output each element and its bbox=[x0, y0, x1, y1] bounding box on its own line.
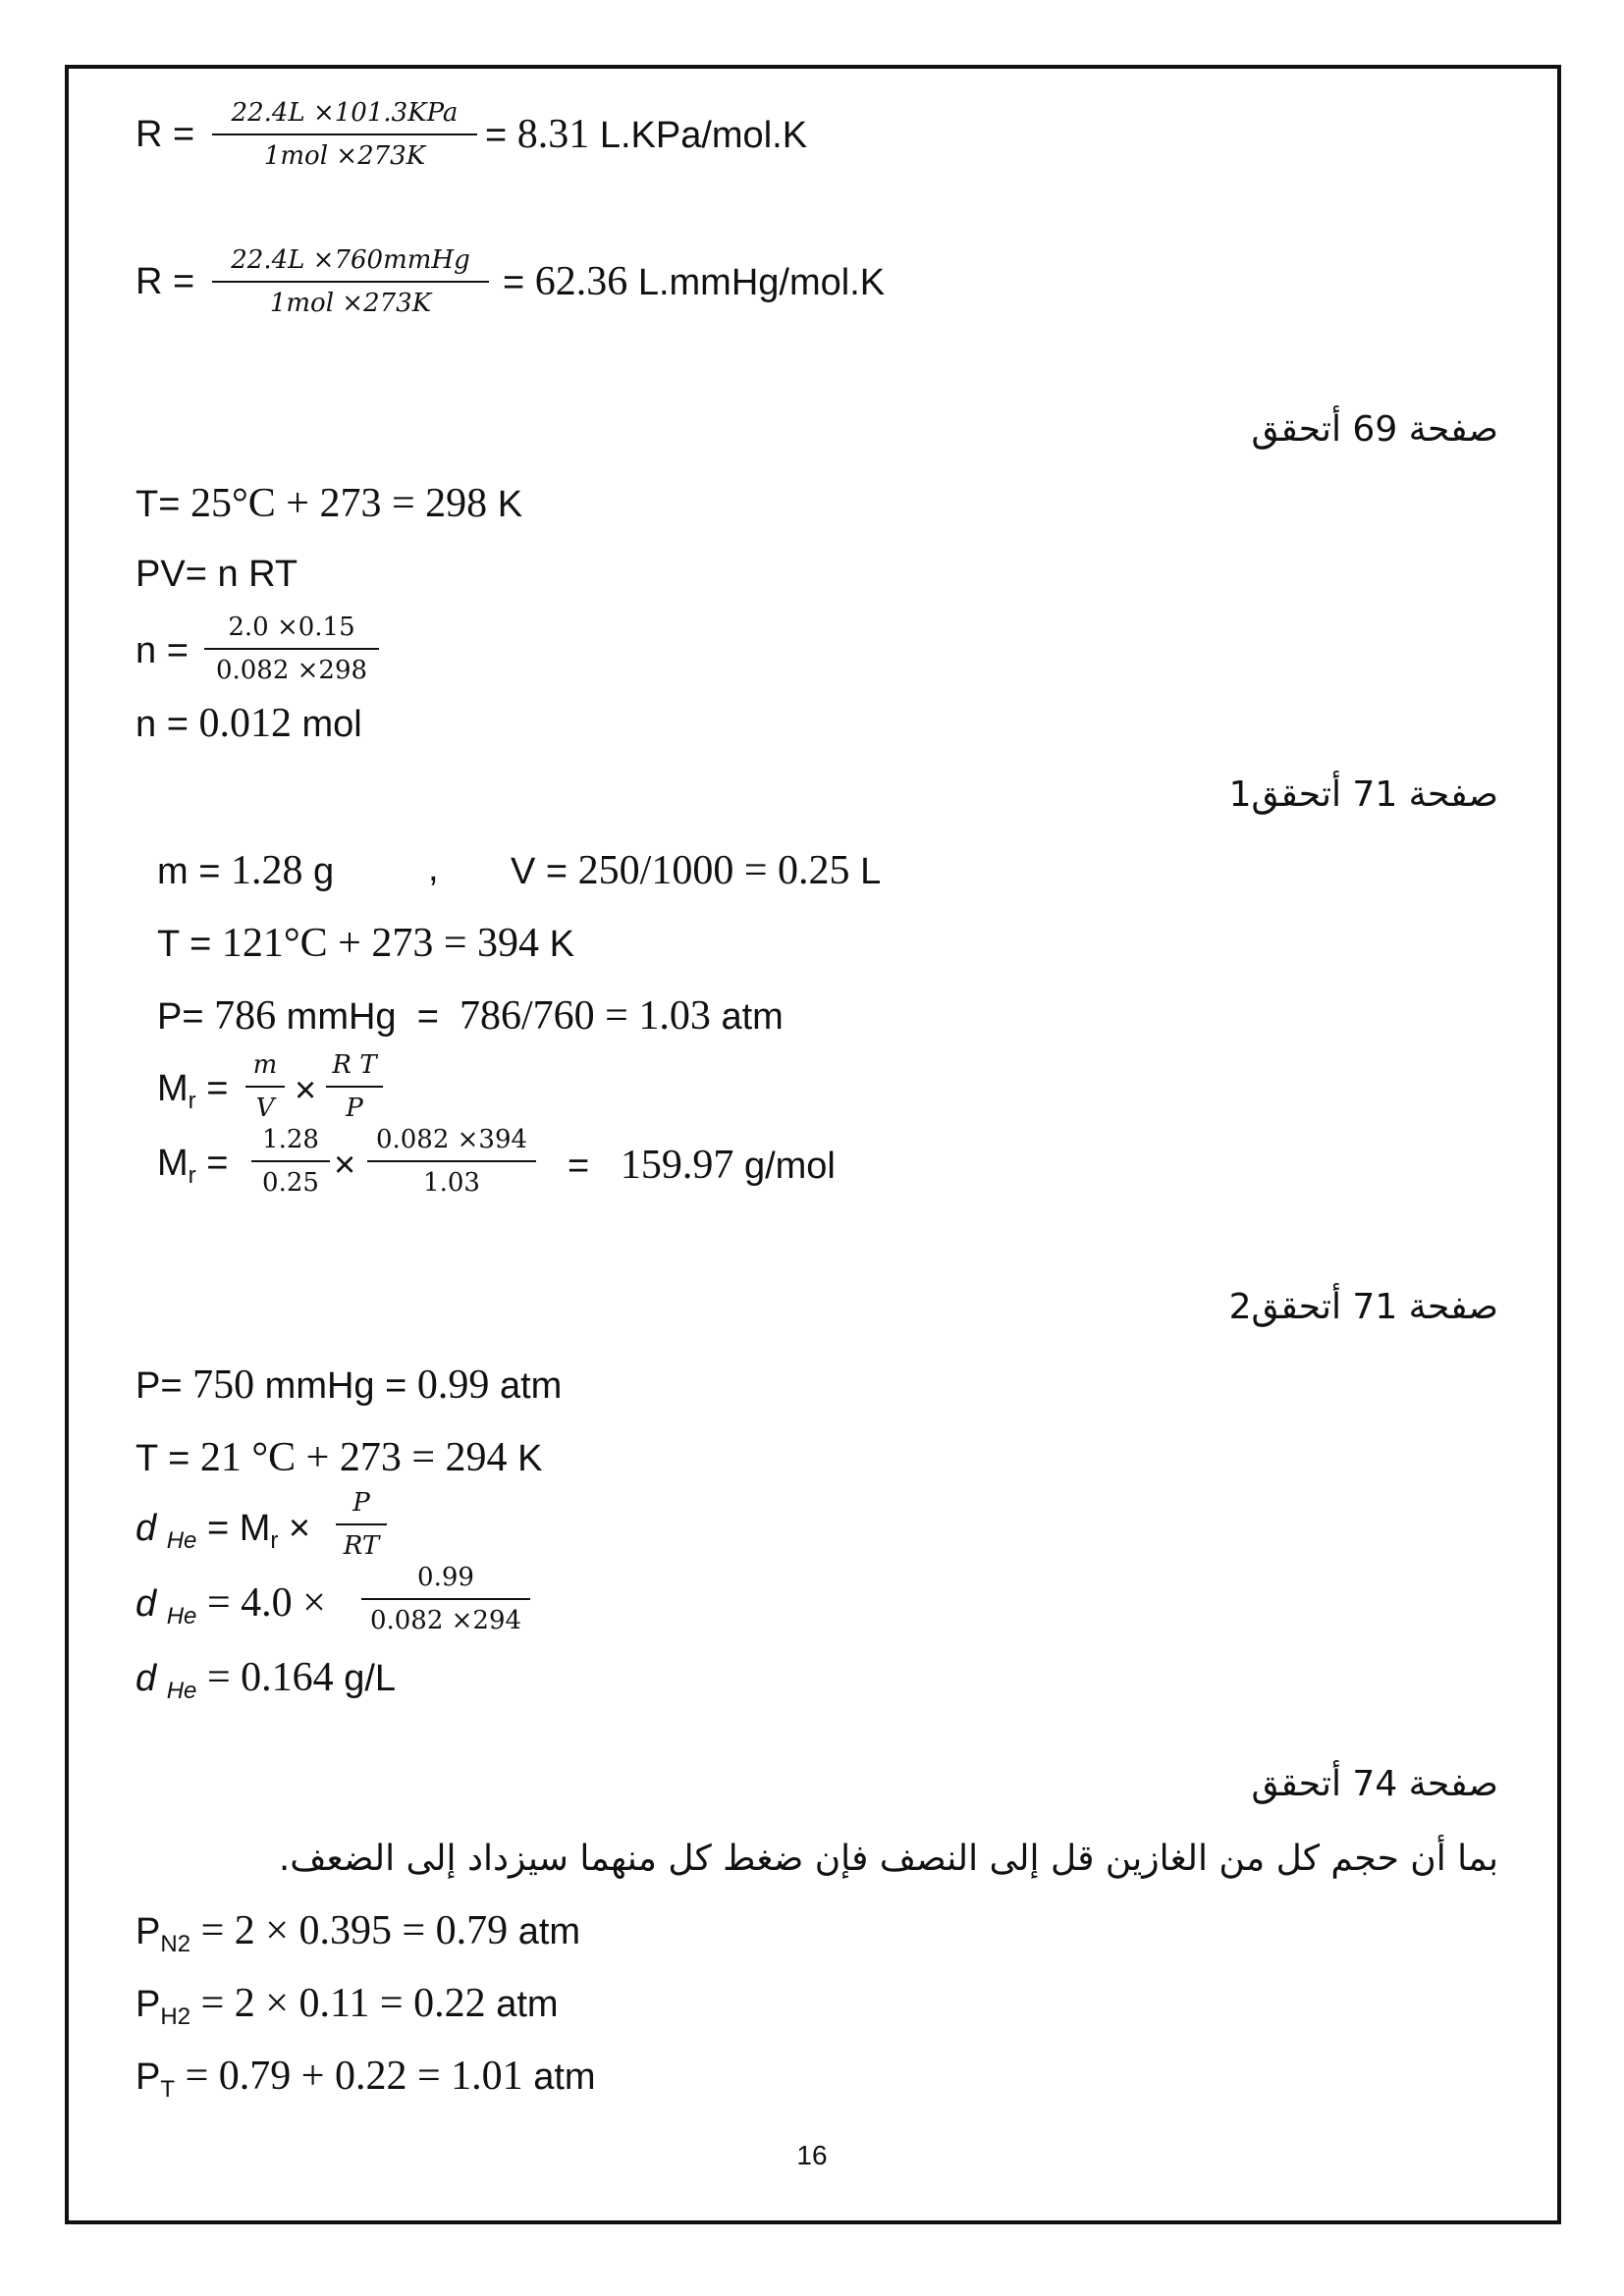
r-kpa-value: 8.31 bbox=[516, 112, 590, 157]
s71a-mr-calc-result bbox=[568, 1145, 836, 1186]
s71b-p-v1: 750 bbox=[192, 1362, 255, 1408]
section-heading-71-1: صفحة 71 أتحقق1 bbox=[1228, 774, 1498, 815]
s71a-mr-calc-m: M bbox=[157, 1143, 189, 1184]
s71b-df-sub: He bbox=[166, 1527, 197, 1554]
s71a-mr-formula-frac2 bbox=[326, 1052, 383, 1121]
s71a-mr-calc-eq2: = bbox=[568, 1146, 590, 1187]
s71a-mr-formula-sub: r bbox=[188, 1088, 196, 1114]
s71a-p-lhs: P= bbox=[157, 996, 204, 1038]
s71a-volume-line bbox=[511, 850, 881, 891]
s74-pn2-line bbox=[135, 1910, 580, 1956]
s74-ph2-p: P bbox=[135, 1984, 161, 2025]
s71a-v-lhs: V = bbox=[511, 851, 568, 892]
s71a-mr-calc-lhs bbox=[157, 1145, 228, 1188]
s71a-mr-formula-f1-den: V bbox=[245, 1086, 285, 1121]
s74-pt-sub: T bbox=[160, 2076, 176, 2103]
s69-n-lhs: n = bbox=[135, 630, 189, 671]
s71b-t-expr: 21 °C + 273 = 294 bbox=[199, 1435, 508, 1480]
s69-n-numerator: 2.0 ×0.15 bbox=[228, 613, 355, 642]
s71a-mr-formula-f1-num: m bbox=[252, 1050, 278, 1080]
s71a-mr-calc-times: × bbox=[334, 1145, 356, 1186]
s74-pt-p: P bbox=[135, 2056, 161, 2098]
r-kpa-unit: L.KPa/mol.K bbox=[599, 115, 808, 156]
page-number: 16 bbox=[796, 2140, 828, 2170]
s71b-dc-den: 0.082 ×294 bbox=[361, 1598, 530, 1633]
s74-ph2-rhs: = 2 × 0.11 = 0.22 bbox=[200, 1981, 486, 2026]
s71a-t-lhs: T = bbox=[157, 924, 212, 965]
s74-ph2-line bbox=[135, 1983, 559, 2029]
r-mmhg-lhs: R = bbox=[135, 261, 195, 302]
s71b-df-rsub: r bbox=[270, 1527, 279, 1554]
s71a-mr-calc-f2-den: 1.03 bbox=[367, 1160, 536, 1196]
s71a-m-unit: g bbox=[313, 851, 335, 892]
s71b-df-d: d bbox=[135, 1508, 157, 1549]
s71b-dc-num: 0.99 bbox=[417, 1563, 474, 1592]
s71a-p-u2: atm bbox=[721, 996, 784, 1038]
s69-n-result-value: 0.012 bbox=[198, 701, 292, 746]
s71b-dr-d: d bbox=[135, 1658, 157, 1699]
s71a-mr-calc-f1-num: 1.28 bbox=[262, 1125, 319, 1154]
s71a-p-u1: mmHg bbox=[286, 996, 397, 1038]
s71a-mr-formula-frac1 bbox=[245, 1052, 285, 1121]
s69-t-lhs: T= bbox=[135, 484, 181, 525]
s69-n-result-lhs: n = bbox=[135, 704, 189, 745]
s74-pt-line bbox=[135, 2056, 596, 2102]
s71a-mr-calc-frac2 bbox=[367, 1127, 536, 1196]
s71b-t-unit: K bbox=[517, 1438, 543, 1479]
section-heading-74: صفحة 74 أتحقق bbox=[1251, 1764, 1498, 1804]
s74-pt-rhs: = 0.79 + 0.22 = 1.01 bbox=[185, 2054, 523, 2099]
s71b-dc-d: d bbox=[135, 1583, 157, 1625]
s71b-density-formula-frac bbox=[336, 1490, 387, 1559]
s71b-df-times: × bbox=[288, 1508, 311, 1549]
s71b-p-lhs: P= bbox=[135, 1365, 183, 1407]
s71a-mr-calc-value: 159.97 bbox=[620, 1143, 734, 1188]
r-kpa-eq: = bbox=[485, 115, 508, 156]
r-mmhg-numerator: 22.4L ×760mmHg bbox=[231, 245, 470, 275]
s71b-df-den: RT bbox=[336, 1523, 387, 1559]
s71b-density-result bbox=[135, 1657, 396, 1703]
s74-explanation-text: بما أن حجم كل من الغازين قل إلى النصف فإن ضغط كل منهما سيزداد إلى الضعف. bbox=[278, 1839, 1498, 1879]
s71a-t-expr: 121°C + 273 = 394 bbox=[221, 921, 540, 966]
s71b-density-calc-frac bbox=[361, 1565, 530, 1633]
section-heading-69: صفحة 69 أتحقق bbox=[1251, 409, 1498, 450]
s69-n-result bbox=[135, 703, 362, 744]
s71a-pressure-line bbox=[157, 995, 784, 1037]
s71b-p-u1: mmHg = bbox=[264, 1365, 407, 1407]
s71a-m-lhs: m = bbox=[157, 851, 221, 892]
s69-n-fraction bbox=[204, 614, 379, 683]
s69-temperature-line bbox=[135, 483, 522, 524]
s71a-p-eq: = bbox=[416, 996, 439, 1038]
s71a-t-unit: K bbox=[549, 924, 574, 965]
s71b-p-u2: atm bbox=[499, 1365, 563, 1407]
s71b-dr-rhs: = 0.164 bbox=[206, 1655, 334, 1700]
s71a-mr-calc-f1-den: 0.25 bbox=[251, 1160, 330, 1196]
s69-pv-line: PV= n RT bbox=[135, 554, 298, 595]
r-mmhg-unit: L.mmHg/mol.K bbox=[637, 262, 886, 303]
s74-ph2-sub: H2 bbox=[160, 2003, 191, 2030]
s71b-pressure-line bbox=[135, 1364, 562, 1406]
s69-t-expr: 25°C + 273 = 298 bbox=[189, 481, 488, 526]
s71a-mr-calc-f2-num: 0.082 ×394 bbox=[375, 1125, 528, 1154]
s74-pn2-sub: N2 bbox=[160, 1931, 191, 1957]
s71a-mr-calc-sub: r bbox=[188, 1162, 196, 1189]
s71b-t-lhs: T = bbox=[135, 1438, 190, 1479]
r-kpa-fraction bbox=[212, 100, 477, 169]
s71a-mr-formula-f2-den: P bbox=[326, 1086, 383, 1121]
r-mmhg-denominator: 1mol ×273K bbox=[212, 281, 489, 316]
s71b-dr-sub: He bbox=[166, 1678, 197, 1704]
s71a-temperature-line bbox=[157, 923, 574, 964]
s71b-p-v2: 0.99 bbox=[416, 1362, 490, 1408]
s71b-df-rhs: = M bbox=[206, 1508, 271, 1549]
s71a-mr-formula-eq: = bbox=[206, 1068, 229, 1109]
s69-t-unit: K bbox=[497, 484, 523, 525]
s71b-dr-unit: g/L bbox=[344, 1658, 397, 1699]
s74-ph2-unit: atm bbox=[496, 1984, 559, 2025]
r-mmhg-eq: = bbox=[503, 262, 525, 303]
s71a-mr-calc-frac1 bbox=[251, 1127, 330, 1196]
r-kpa-result bbox=[485, 114, 807, 155]
s71a-mr-formula-f2-num: R T bbox=[332, 1050, 377, 1080]
s71b-temperature-line bbox=[135, 1437, 542, 1478]
s71a-v-unit: L bbox=[860, 851, 882, 892]
s71b-dc-rhs: = 4.0 × bbox=[206, 1580, 326, 1626]
section-heading-71-2: صفحة 71 أتحقق2 bbox=[1228, 1287, 1498, 1327]
s71a-separator: , bbox=[428, 848, 439, 889]
s71a-mr-formula-times: × bbox=[295, 1070, 317, 1111]
r-mmhg-result bbox=[503, 261, 885, 302]
r-mmhg-fraction bbox=[212, 247, 489, 316]
s71b-dc-sub: He bbox=[166, 1603, 197, 1629]
s71b-density-calc-lhs bbox=[135, 1582, 326, 1629]
r-mmhg-value: 62.36 bbox=[534, 259, 628, 304]
s74-pt-unit: atm bbox=[533, 2056, 596, 2098]
s74-pn2-unit: atm bbox=[517, 1911, 581, 1952]
r-kpa-lhs: R = bbox=[135, 114, 195, 155]
s69-n-result-unit: mol bbox=[301, 704, 362, 745]
s71a-p-expr: 786/760 = 1.03 bbox=[460, 993, 711, 1039]
s71a-m-value: 1.28 bbox=[230, 848, 303, 893]
s71a-mr-calc-unit: g/mol bbox=[743, 1146, 836, 1187]
r-kpa-denominator: 1mol ×273K bbox=[212, 133, 477, 169]
s71a-mass-line bbox=[157, 850, 334, 891]
s71a-mr-calc-eq: = bbox=[206, 1143, 229, 1184]
s74-pn2-p: P bbox=[135, 1911, 161, 1952]
s69-n-denominator: 0.082 ×298 bbox=[204, 648, 379, 683]
r-kpa-numerator: 22.4L ×101.3KPa bbox=[231, 98, 459, 128]
s71b-density-formula-lhs bbox=[135, 1510, 310, 1553]
s71a-v-expr: 250/1000 = 0.25 bbox=[577, 848, 850, 893]
s71a-p-v1: 786 bbox=[214, 993, 277, 1039]
s71a-mr-formula-lhs bbox=[157, 1070, 228, 1113]
s71a-mr-formula-m: M bbox=[157, 1068, 189, 1109]
s74-pn2-rhs: = 2 × 0.395 = 0.79 bbox=[200, 1908, 509, 1953]
s71b-df-num: P bbox=[352, 1488, 370, 1518]
